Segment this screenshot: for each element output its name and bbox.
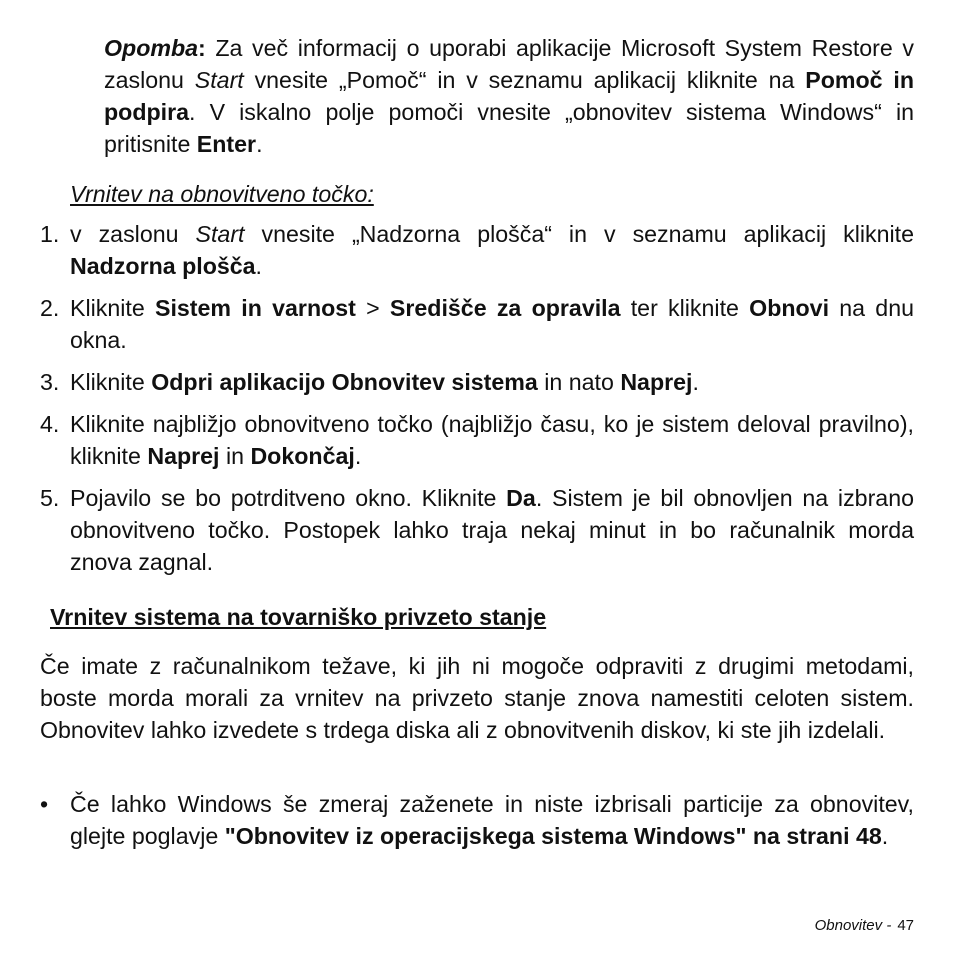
bullet-item: • Če lahko Windows še zmeraj zaženete in niste izbrisali particije za obnovitev, glejte poglavje "Obnovitev iz operacijskega sistema Windows" na strani 48. [40,788,914,852]
page-number: 47 [897,917,914,934]
body-paragraph: Če imate z računalnikom težave, ki jih ni mogoče odpraviti z drugimi metodami, boste morda morali za vrnitev na privzeto stanje znova namestiti celoten sistem. Obnovitev lahko izvedete s trdega diska ali z obnovitvenih diskov, ki ste jih izdelali. [40,653,914,743]
steps-list [40,218,914,588]
page-footer [815,917,914,934]
section-heading: Vrnitev sistema na tovarniško privzeto stanje [50,604,547,630]
bullet-icon: • [40,791,49,817]
enter-key-term: Enter [196,131,257,157]
cross-reference-link[interactable]: "Obnovitev iz operacijskega sistema Windows" na strani 48 [224,823,882,849]
note-paragraph: Opomba: Za več informacij o uporabi aplikacije Microsoft System Restore v zaslonu Start vnesite „Pomoč“ in v seznamu aplikacij kliknite na Pomoč in podpira. V iskalno polje pomoči vnesite „obnovitev sistema Windows“ in pritisnite Enter. [104,35,915,157]
list-item: 1. v zaslonu Start vnesite „Nadzorna plošča“ in v seznamu aplikacij kliknite Nadzorna plošča. [40,221,914,279]
note-label: Opomba [104,35,199,61]
restore-point-subheading: Vrnitev na obnovitveno točko: [70,181,374,207]
list-item: 5. Pojavilo se bo potrditveno okno. Kliknite Da. Sistem je bil obnovljen na izbrano obnovitveno točko. Postopek lahko traja nekaj minut in bo računalnik morda znova zagnal. [40,485,914,575]
help-and-support-term: Pomoč in podpira [104,67,915,125]
list-item: 4. Kliknite najbližjo obnovitveno točko (najbližjo času, ko je sistem deloval pravilno), kliknite Naprej in Dokončaj. [40,411,914,469]
footer-section: Obnovitev - [814,917,892,934]
list-item: 2. Kliknite Sistem in varnost > Središče za opravila ter kliknite Obnovi na dnu okna. [40,295,914,353]
list-item: 3. Kliknite Odpri aplikacijo Obnovitev sistema in nato Naprej. [40,369,699,395]
